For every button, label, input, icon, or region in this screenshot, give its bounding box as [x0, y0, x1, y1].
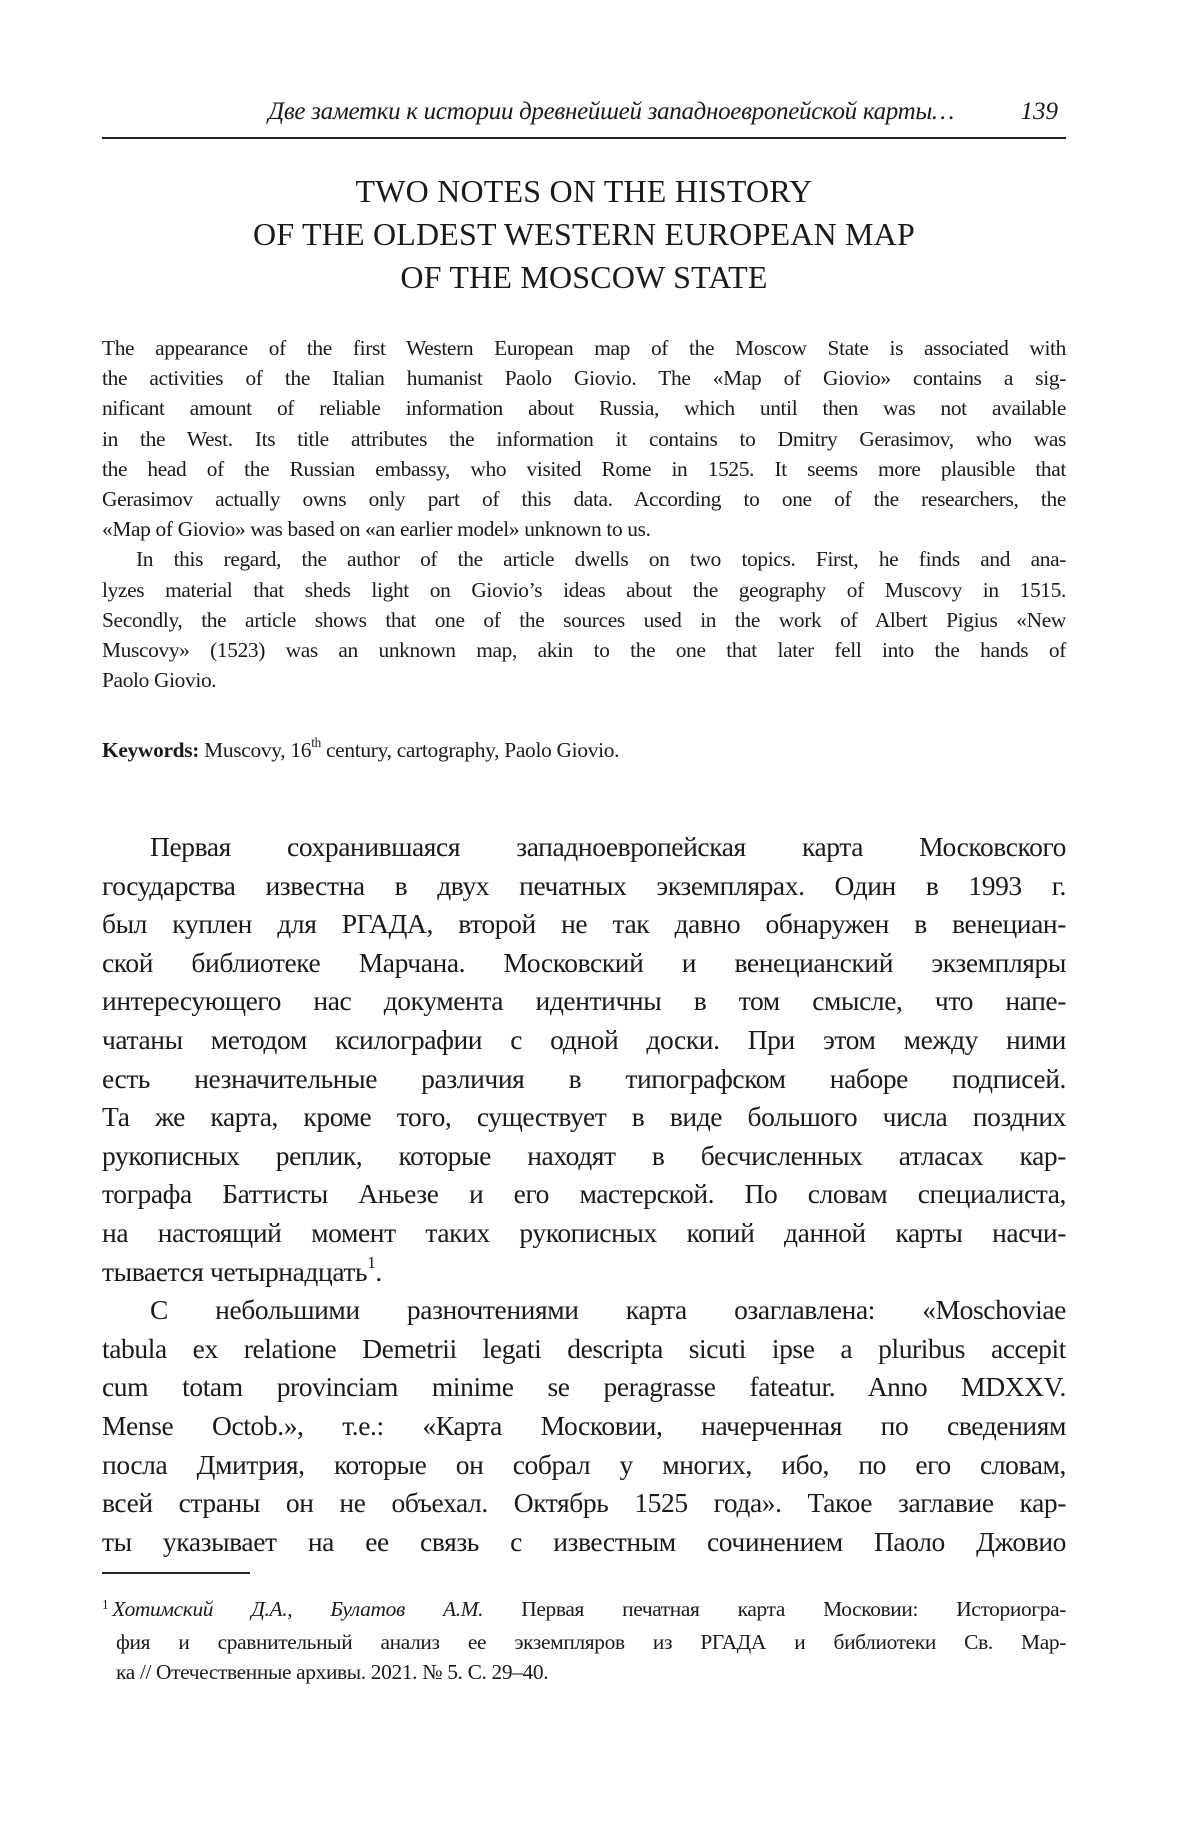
title-line: OF THE OLDEST WESTERN EUROPEAN MAP: [253, 216, 915, 252]
footnote: [102, 1594, 1066, 1687]
text-line: Первая сохранившаяся западноевропейская карта Московского: [150, 831, 1066, 862]
text-fragment: тывается четырнадцать: [102, 1255, 368, 1287]
text-line: Secondly, the article shows that one of the sources used in the work of Albert Pigius «New: [102, 607, 1066, 632]
text-line: Paolo Giovio.: [102, 668, 217, 693]
text-line: Muscovy» (1523) was an unknown map, akin to the one that later fell into the hands of: [102, 638, 1066, 663]
keywords-text: century, cartography, Paolo Giovio.: [320, 738, 620, 762]
keywords-text: Muscovy, 16: [199, 738, 312, 762]
text-line: nificant amount of reliable information about Russia, which until then was not available: [102, 396, 1066, 421]
footnote-reference[interactable]: 1: [367, 1253, 376, 1273]
footnote-number: 1: [102, 1597, 109, 1612]
footnote-line: ка // Отечественные архивы. 2021. № 5. С. 29–40.: [116, 1660, 549, 1684]
footnote-authors: Хотимский Д.А., Булатов А.М.: [112, 1597, 484, 1621]
text-line: всей страны он не объехал. Октябрь 1525 года». Такое заглавие кар-: [102, 1487, 1066, 1519]
text-line: С небольшими разночтениями карта озаглавлена: «Moschoviae: [150, 1294, 1066, 1326]
text-line: Mense Octob.», т.е.: «Карта Московии, начерченная по сведениям: [102, 1409, 1066, 1441]
text-line: посла Дмитрия, которые он собрал у многих, ибо, по его словам,: [102, 1448, 1066, 1480]
abstract-paragraph: [102, 544, 1066, 695]
text-line: cum totam provinciam minime se peragrasse fateatur. Anno MDXXV.: [102, 1371, 1066, 1403]
text-line: был куплен для РГАДА, второй не так давно обнаружен в венециан-: [102, 908, 1066, 940]
text-line: ской библиотеке Марчана. Московский и венецианский экземпляры: [102, 946, 1066, 978]
text-line: государства известна в двух печатных экземплярах. Один в 1993 г.: [102, 869, 1066, 901]
footnote-separator: [102, 1572, 250, 1574]
text-line: tabula ex relatione Demetrii legati descripta sicuti ipse a pluribus accepit: [102, 1332, 1066, 1364]
text-fragment: .: [375, 1255, 382, 1287]
page-number: 139: [1020, 98, 1058, 125]
running-head-title: Две заметки к истории древнейшей западноевропейской карты…: [268, 98, 954, 125]
header-rule: [102, 137, 1066, 139]
text-line: the head of the Russian embassy, who visited Rome in 1525. It seems more plausible that: [102, 456, 1066, 481]
text-line: Gerasimov actually owns only part of this data. According to one of the researchers, the: [102, 487, 1066, 512]
text-line: рукописных реплик, которые находят в бесчисленных атласах кар-: [102, 1139, 1066, 1171]
abstract-paragraph: [102, 333, 1066, 544]
text-line: на настоящий момент таких рукописных копий данной карты насчи-: [102, 1216, 1066, 1248]
body-paragraph: [102, 1291, 1066, 1561]
keywords: [102, 734, 620, 763]
footnote-text: Первая печатная карта Московии: Историогра-: [483, 1597, 1066, 1621]
body-paragraph: [102, 828, 1066, 1291]
body-text: [102, 828, 1066, 1561]
text-line: in the West. Its title attributes the information it contains to Dmitry Gerasimov, who was: [102, 426, 1066, 451]
text-line: the activities of the Italian humanist Paolo Giovio. The «Map of Giovio» contains a sig-: [102, 366, 1066, 391]
footnote-line: [102, 1594, 1066, 1627]
abstract: [102, 333, 1066, 695]
footnote-line: фия и сравнительный анализ ее экземпляров из РГАДА и библиотеки Св. Мар-: [116, 1630, 1066, 1654]
article-title: [102, 170, 1066, 299]
title-line: TWO NOTES ON THE HISTORY: [355, 173, 813, 209]
text-line: тографа Баттисты Аньезе и его мастерской. По словам специалиста,: [102, 1178, 1066, 1210]
title-line: OF THE MOSCOW STATE: [400, 259, 768, 295]
text-line: чатаны методом ксилографии с одной доски. При этом между ними: [102, 1023, 1066, 1055]
text-line: ты указывает на ее связь с известным сочинением Паоло Джовио: [102, 1525, 1066, 1557]
text-line: интересующего нас документа идентичны в том смысле, что напе-: [102, 985, 1066, 1017]
text-line: Та же карта, кроме того, существует в виде большого числа поздних: [102, 1101, 1066, 1133]
text-line: «Map of Giovio» was based on «an earlier model» unknown to us.: [102, 517, 651, 542]
ordinal-superscript: th: [311, 734, 321, 750]
keywords-label: Keywords:: [102, 738, 200, 762]
text-line: In this regard, the author of the article dwells on two topics. First, he finds and ana-: [136, 547, 1066, 572]
text-line: [102, 1253, 1066, 1292]
running-head: [102, 98, 1066, 138]
text-line: есть незначительные различия в типографском наборе подписей.: [102, 1062, 1066, 1094]
text-line: The appearance of the first Western European map of the Moscow State is associated with: [102, 336, 1066, 360]
text-line: lyzes material that sheds light on Giovio’s ideas about the geography of Muscovy in 1515.: [102, 577, 1066, 602]
